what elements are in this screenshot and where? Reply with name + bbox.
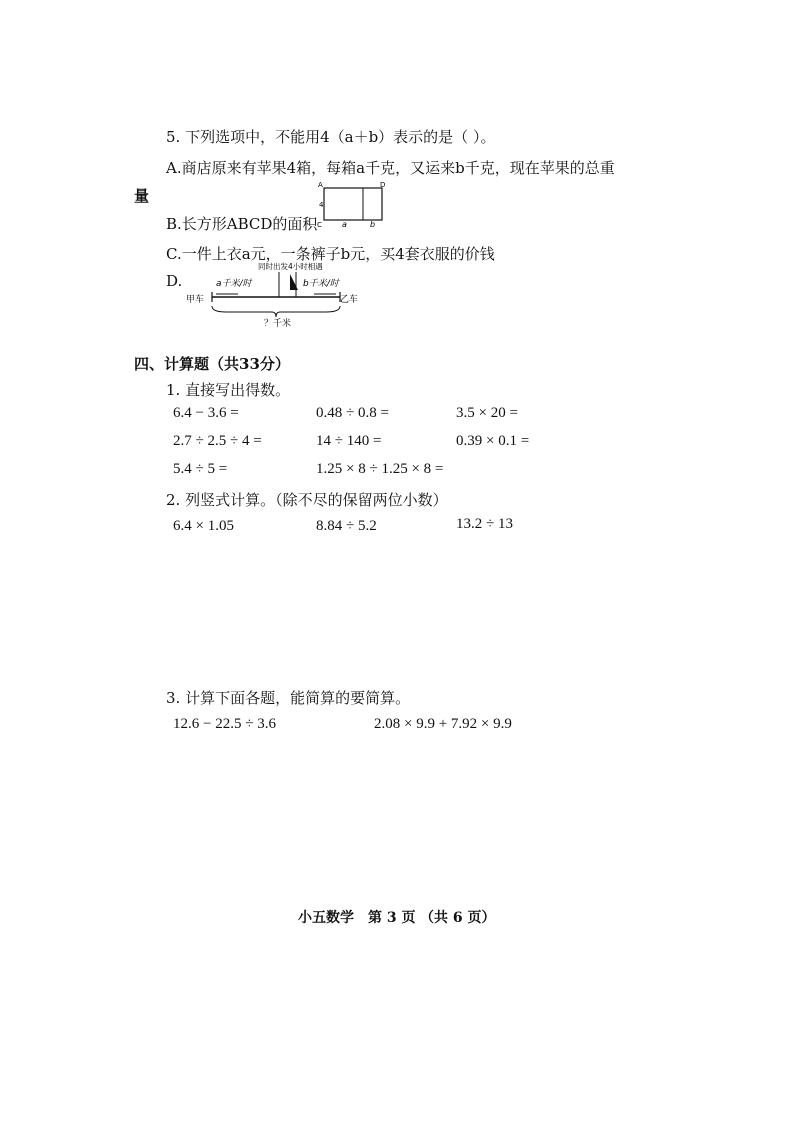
option-a-cont: 量 xyxy=(134,187,150,205)
rectangle-abcd-figure xyxy=(316,179,388,229)
side-4-label: 4 xyxy=(319,201,324,209)
corner-c-label: C xyxy=(317,221,322,229)
q2-title: 2. 列竖式计算。（除不尽的保留两位小数） xyxy=(166,491,448,509)
oral-calc-8: 1.25 × 8 ÷ 1.25 × 8 = xyxy=(316,461,444,477)
q3-title: 3. 计算下面各题，能简算的要简算。 xyxy=(166,689,411,707)
question-5-stem: 5. 下列选项中，不能用4（a＋b）表示的是（ ）。 xyxy=(166,128,496,146)
corner-d-label: D xyxy=(380,181,386,189)
vertical-calc-2: 8.84 ÷ 5.2 xyxy=(316,518,377,534)
speed-a-label: a千米/时 xyxy=(216,279,252,289)
option-d: D. xyxy=(166,272,183,290)
option-c: C.一件上衣a元，一条裤子b元，买4套衣服的价钱 xyxy=(166,245,495,263)
side-b-label: b xyxy=(370,220,376,229)
oral-calc-5: 14 ÷ 140 = xyxy=(316,433,382,449)
oral-calc-2: 0.48 ÷ 0.8 = xyxy=(316,405,389,421)
option-b: B.长方形ABCD的面积 xyxy=(166,215,318,233)
q1-title: 1. 直接写出得数。 xyxy=(166,381,291,399)
total-distance-label: ？千米 xyxy=(264,319,292,329)
side-a-label: a xyxy=(342,220,347,229)
oral-calc-7: 5.4 ÷ 5 = xyxy=(173,461,228,477)
corner-a-label: A xyxy=(318,181,323,189)
section-4-title: 四、计算题（共33分） xyxy=(134,355,290,373)
simplify-calc-2: 2.08 × 9.9 + 7.92 × 9.9 xyxy=(374,716,512,732)
oral-calc-6: 0.39 × 0.1 = xyxy=(456,433,530,449)
simplify-calc-1: 12.6 − 22.5 ÷ 3.6 xyxy=(173,716,276,732)
vertical-calc-1: 6.4 × 1.05 xyxy=(173,518,234,534)
meet-label: 同时出发4小时相遇 xyxy=(258,262,323,271)
footer-page: 第 3 页 xyxy=(368,910,416,926)
footer-subject: 小五数学 xyxy=(298,910,354,926)
car-a-label: 甲车 xyxy=(186,295,205,305)
footer-total: （共 6 页） xyxy=(420,910,496,926)
vertical-calc-3: 13.2 ÷ 13 xyxy=(456,516,513,532)
option-a: A.商店原来有苹果4箱，每箱a千克，又运来b千克，现在苹果的总重 xyxy=(166,159,615,177)
oral-calc-1: 6.4 − 3.6 = xyxy=(173,405,239,421)
oral-calc-4: 2.7 ÷ 2.5 ÷ 4 = xyxy=(173,433,262,449)
speed-b-label: b千米/时 xyxy=(303,279,339,289)
car-b-label: 乙车 xyxy=(340,295,359,305)
travel-meeting-diagram xyxy=(186,260,372,330)
oral-calc-3: 3.5 × 20 = xyxy=(456,405,518,421)
